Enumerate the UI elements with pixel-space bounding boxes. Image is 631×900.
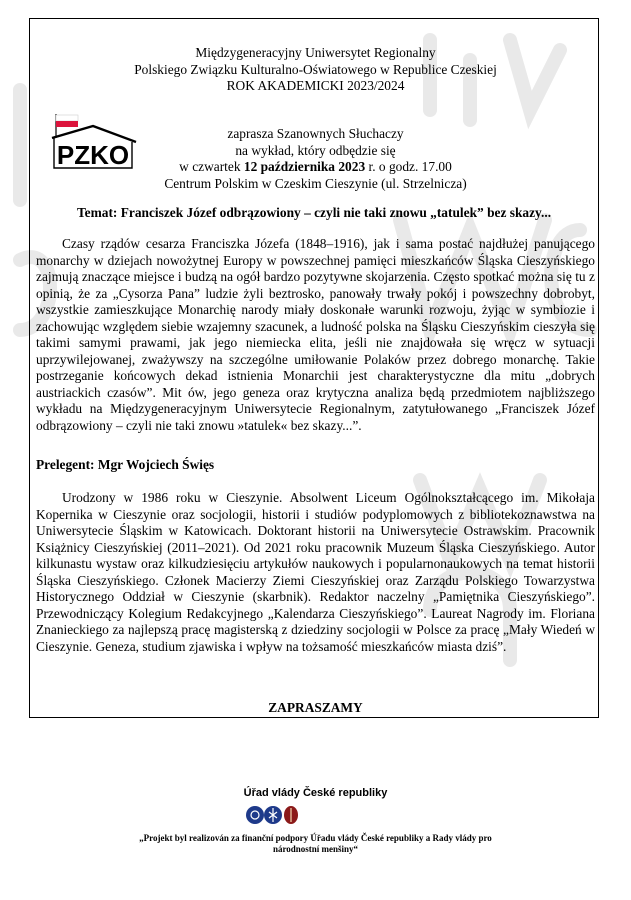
logo-text: PZKO: [56, 140, 130, 170]
credit-line-2: národnostní menšiny“: [272, 844, 359, 854]
university-name: Międzygeneracyjny Uniwersytet Regionalny: [195, 45, 436, 60]
association-name: Polskiego Związku Kulturalno-Oświatowego w Republice Czeskiej: [134, 61, 497, 77]
header: [0, 45, 631, 95]
date-bold: 12 października 2023: [243, 159, 366, 174]
event-venue: Centrum Polskim w Czeskim Cieszynie (ul. Strzelnicza): [164, 175, 467, 191]
lecturer-bio: [36, 490, 595, 655]
invitation: [0, 126, 631, 192]
invitation-line-2: na wykład, który odbędzie się: [235, 142, 396, 158]
funding-credit: [60, 833, 571, 855]
invitation-line-1: zaprasza Szanownych Słuchaczy: [227, 126, 404, 141]
emblem-blue-icon: [246, 806, 264, 824]
description-text: Czasy rządów cesarza Franciszka Józefa (1848–1916), jak i sama postać najdłużej panującego monarchy w dziejach nowożytnej Europy w powszechnej pamięci mieszkańców Śląska Cieszyńskiego zajmują znaczące miejsce i budzą na ogół bardzo pozytywne skojarzenia. Często spotkać można się tu z opinią, że za „Cysorza Pana” ludzie żyli beztrosko, panowały trwały pokój i powszechny dobrobyt, wszystkie zamieszkujące Monarchię narody miały doskonałe warunki rozwoju, żyjąc w symbiozie i zachowując względem siebie wzajemny szacunek, a ludność polska na Śląsku Cieszyńskim cieszyła się takimi samymi prawami, jak jego niemiecka elita, jeśli nie znajdowała się wręcz w sytuacji uprzywilejowanej, zważywszy na szczególne umiłowanie Polaków przez dobrego monarchę. Takie postrzeganie końcowych dekad istnienia Monarchii jest charakterystyczne dla mitu „dobrych austriackich czasów”. Mit ów, jego geneza oraz krytyczna analiza będą przedmiotem najbliższego wykładu na Międzygeneracyjnym Uniwersytecie Regionalnym, zatytułowanego „Franciszek Józef odbrązowiony – czyli nie taki znowu »tatulek« bez skazy...”.: [36, 236, 595, 433]
date-prefix: w czwartek: [179, 159, 241, 174]
date-suffix: r. o godz. 17.00: [368, 159, 452, 174]
event-date: [0, 159, 631, 176]
closing-invitation: ZAPRASZAMY: [268, 700, 363, 715]
lecturer-name: Prelegent: Mgr Wojciech Święs: [36, 457, 215, 472]
lecture-topic: Temat: Franciszek Józef odbrązowiony – czyli nie taki znowu „tatulek” bez skazy...: [76, 205, 552, 220]
funder-name: Úřad vlády České republiky: [243, 787, 388, 799]
lecture-description: [36, 236, 595, 434]
government-emblems: [245, 804, 301, 826]
bio-text: Urodzony w 1986 roku w Cieszynie. Absolwent Liceum Ogólnokształcącego im. Mikołaja Kopernika w Cieszynie oraz socjologii, historii i studiów podyplomowych z bibliotekoznawstwa na Uniwersytecie Śląskim w Katowicach. Doktorant historii na Uniwersytecie Ostrawskim. Pracownik Książnicy Cieszyńskiej (2011–2021). Od 2021 roku pracownik Muzeum Śląska Cieszyńskiego. Autor kilkunastu wystaw oraz kilkudziesięciu artykułów naukowych i popularnonaukowych na temat historii Śląska Cieszyńskiego. Członek Macierzy Ziemi Cieszyńskiej oraz Zarządu Polskiego Towarzystwa Historycznego Oddział w Cieszynie (skarbnik). Redaktor naczelny „Pamiętnika Cieszyńskiego”. Przewodniczący Kolegium Redakcyjnego „Kalendarza Cieszyńskiego”. Laureat Nagrody im. Floriana Znanieckiego za najlepszą pracę magisterską z dziedziny socjologii w Polsce za pracę „Mały Wiedeń w Cieszynie. Geneza, studium zjawiska i wpływ na tożsamość mieszkańców miasta dziś”.: [36, 490, 595, 654]
academic-year: ROK AKADEMICKI 2023/2024: [226, 78, 405, 93]
credit-line-1: „Projekt byl realizován za finanční podpory Úřadu vlády České republiky a Rady vlády pro: [139, 833, 492, 843]
